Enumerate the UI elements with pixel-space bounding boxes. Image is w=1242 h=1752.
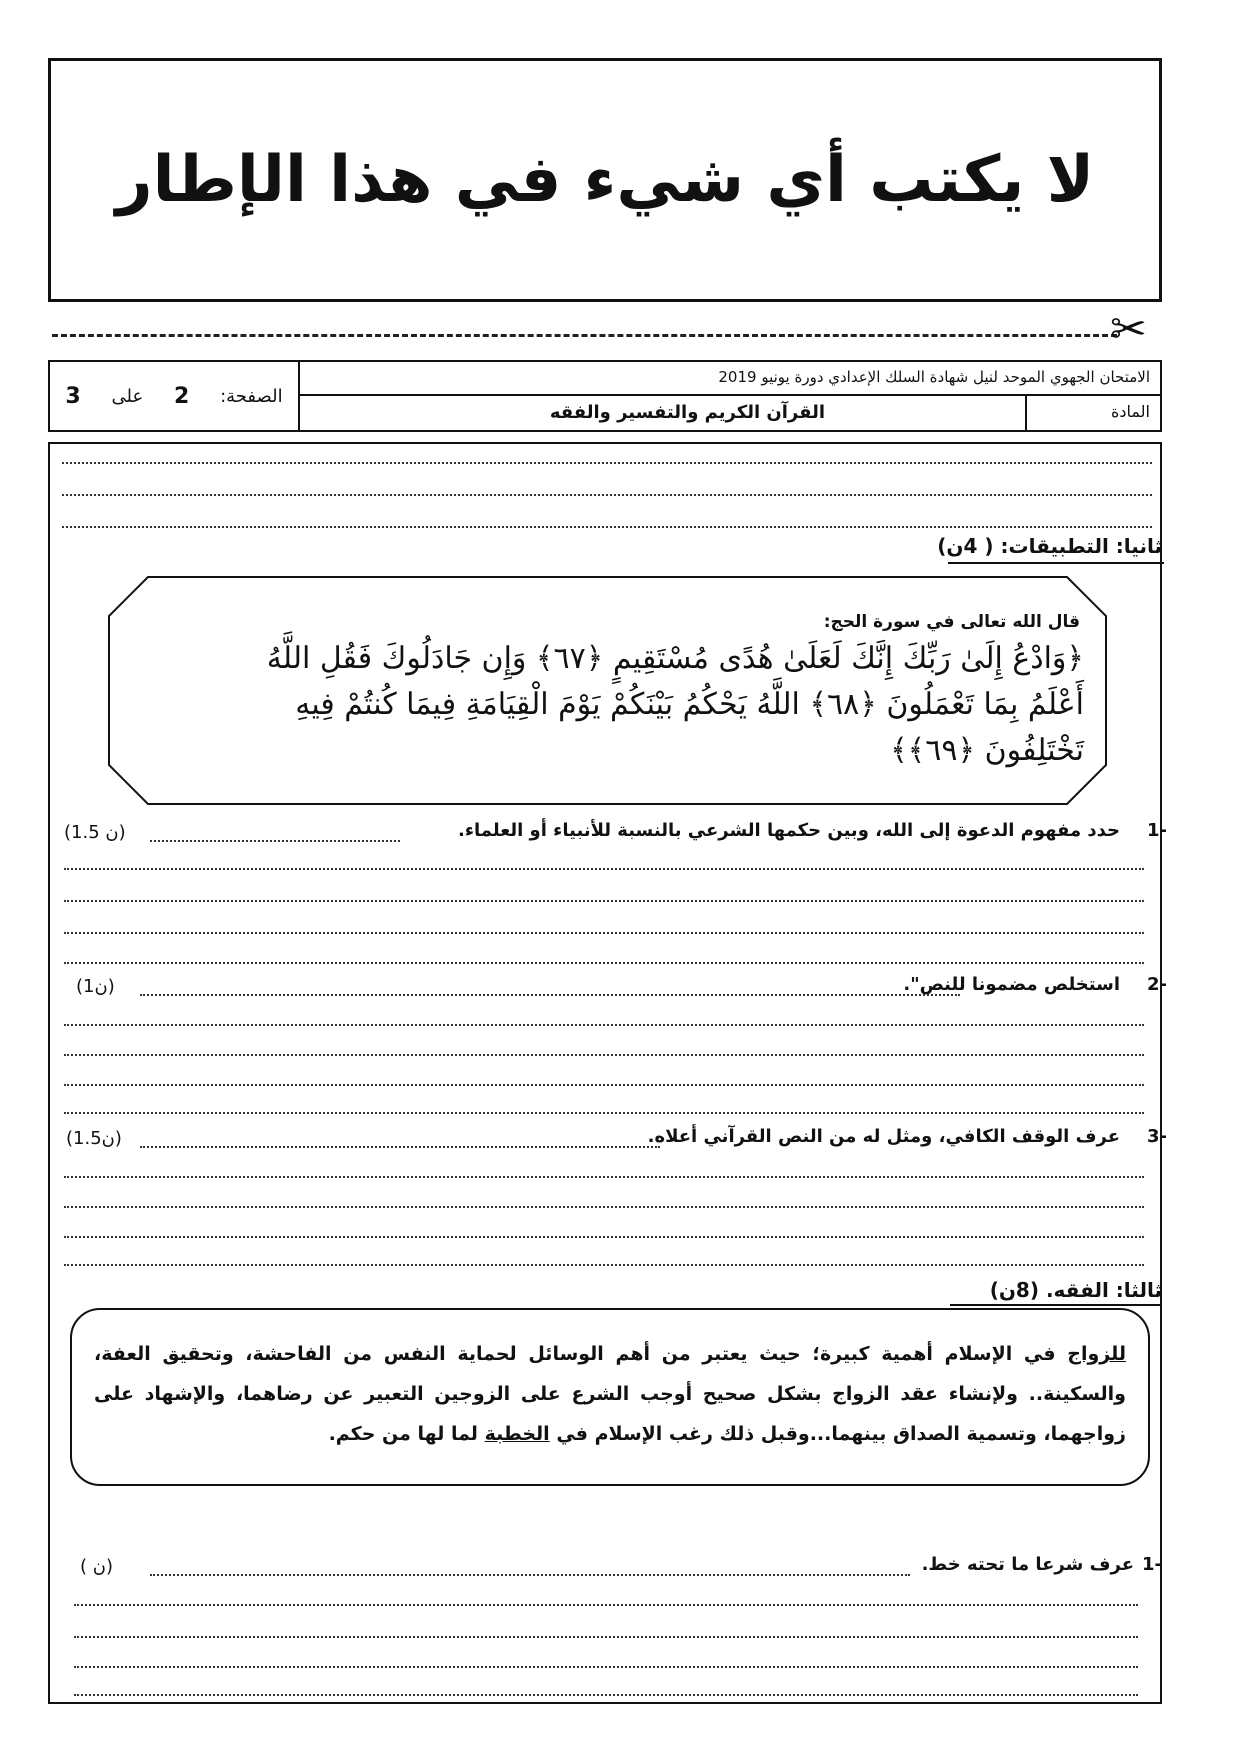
- verse-line-2: أَعْلَمُ بِمَا تَعْمَلُونَ ﴿٦٨﴾ اللَّهُ يَحْكُمُ بَيْنَكُمْ يَوْمَ الْقِيَامَةِ فِيمَا كُنتُمْ فِيهِ: [295, 687, 1084, 722]
- underlined-term-2: الخطبة: [484, 1423, 550, 1445]
- question-1: حدد مفهوم الدعوة إلى الله، وبين حكمها الشرعي بالنسبة للأنبياء أو العلماء.: [457, 820, 1120, 841]
- of-label: على: [111, 385, 144, 407]
- question-2-points: (1ن): [76, 976, 115, 997]
- answer-line[interactable]: [64, 1084, 1144, 1086]
- paragraph-text-2: لما لها من حكم.: [328, 1423, 485, 1445]
- answer-line[interactable]: [62, 494, 1152, 496]
- answer-line[interactable]: [64, 1112, 1144, 1114]
- cut-line: [52, 334, 1117, 337]
- answer-line[interactable]: [74, 1604, 1138, 1606]
- page-label: الصفحة:: [220, 385, 283, 407]
- answer-line[interactable]: [64, 1176, 1144, 1178]
- answer-line[interactable]: [64, 1024, 1144, 1026]
- answer-line[interactable]: [64, 1264, 1144, 1266]
- answer-line[interactable]: [140, 994, 960, 996]
- total-pages: 3: [65, 383, 81, 409]
- answer-line[interactable]: [64, 868, 1144, 870]
- verse-line-1: ﴿وَادْعُ إِلَىٰ رَبِّكَ إِنَّكَ لَعَلَىٰ هُدًى مُسْتَقِيمٍ ﴿٦٧﴾ وَإِن جَادَلُوكَ فَقُلِ اللَّهُ: [266, 641, 1084, 676]
- subject-label: المادة: [1025, 396, 1160, 432]
- answer-line[interactable]: [62, 462, 1152, 464]
- fiqh-question-1: عرف شرعا ما تحته خط.: [921, 1554, 1134, 1575]
- answer-line[interactable]: [62, 526, 1152, 528]
- question-3: عرف الوقف الكافي، ومثل له من النص القرآني أعلاه.: [647, 1126, 1120, 1147]
- answer-line[interactable]: [150, 1574, 910, 1576]
- question-number: -1: [1141, 1554, 1162, 1575]
- page-indicator: [50, 362, 300, 430]
- question-number: -3: [1146, 1126, 1167, 1147]
- exam-header: [48, 360, 1162, 432]
- question-2: استخلص مضمونا للنص".: [903, 974, 1120, 995]
- quran-intro: قال الله تعالى في سورة الحج:: [823, 612, 1080, 632]
- fiqh-paragraph: [70, 1308, 1150, 1486]
- answer-line[interactable]: [64, 932, 1144, 934]
- paragraph-text-1: في الإسلام أهمية كبيرة؛ حيث يعتبر من أهم الوسائل لحماية النفس من الفاحشة، وتحقيق العفة، والسكينة.. ولإنشاء عقد الزواج بشكل صحيح أوجب الشرع على الزوجين التعبير عن رضاهما، والإشهاد على زواجهما، وتسمية الصداق بينهما...وقبل ذلك رغب الإسلام في: [94, 1343, 1126, 1445]
- question-number: -2: [1146, 974, 1167, 995]
- section3-title: ثالثا: الفقه. (8ن): [989, 1278, 1162, 1302]
- answer-line[interactable]: [140, 1146, 660, 1148]
- title-underline: [950, 1304, 1162, 1306]
- exam-title: الامتحان الجهوي الموحد لنيل شهادة السلك الإعدادي دورة يونيو 2019: [300, 362, 1160, 396]
- page-number: 2: [173, 383, 190, 409]
- answer-line[interactable]: [150, 840, 400, 842]
- answer-line[interactable]: [64, 1054, 1144, 1056]
- fiqh-question-1-points: ( ن): [80, 1556, 113, 1577]
- underlined-term: للزواج: [1067, 1343, 1126, 1365]
- section2-title: ثانيا: التطبيقات: ( 4ن): [937, 534, 1162, 558]
- answer-line[interactable]: [64, 962, 1144, 964]
- title-underline: [948, 562, 1164, 564]
- answer-line[interactable]: [74, 1694, 1138, 1696]
- scissors-icon: ✂: [1110, 304, 1147, 355]
- subject-value: القرآن الكريم والتفسير والفقه: [549, 402, 825, 423]
- question-3-points: (1.5ن): [66, 1128, 122, 1149]
- question-number: -1: [1146, 820, 1167, 841]
- answer-line[interactable]: [64, 1236, 1144, 1238]
- answer-line[interactable]: [74, 1666, 1138, 1668]
- answer-line[interactable]: [64, 900, 1144, 902]
- answer-line[interactable]: [64, 1206, 1144, 1208]
- question-1-points: (1.5 ن): [64, 822, 126, 843]
- no-write-frame: [48, 58, 1162, 302]
- verse-line-3: تَخْتَلِفُونَ ﴿٦٩﴾﴾: [890, 733, 1084, 768]
- no-write-title: لا يكتب أي شيء في هذا الإطار: [115, 143, 1095, 217]
- answer-line[interactable]: [74, 1636, 1138, 1638]
